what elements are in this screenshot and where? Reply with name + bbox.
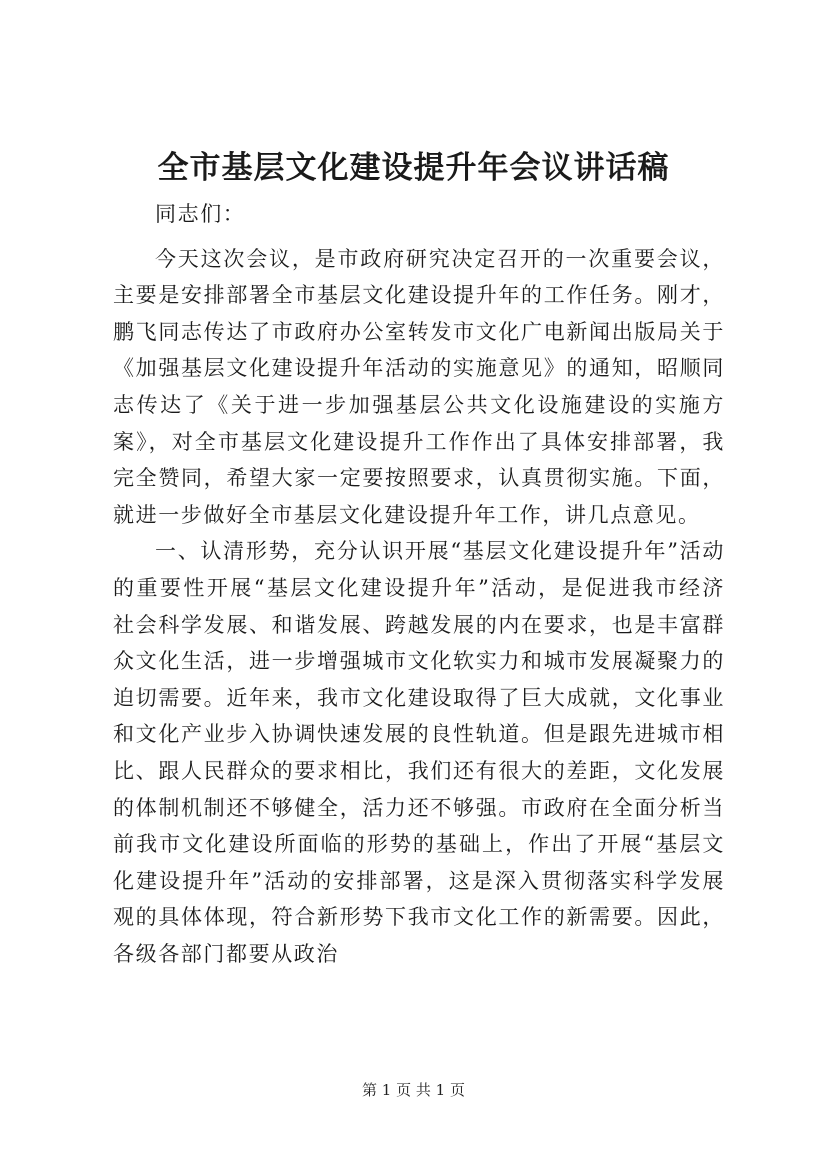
- salutation: 同志们：: [155, 202, 246, 226]
- document-body: [113, 196, 725, 972]
- paragraph-section-one: 一、认清形势，充分认识开展“基层文化建设提升年”活动的重要性开展“基层文化建设提升年”活动，是促进我市经济社会科学发展、和谐发展、跨越发展的内在要求，也是丰富群众文化生活，进一步增强城市文化软实力和城市发展凝聚力的迫切需要。近年来，我市文化建设取得了巨大成就，文化事业和文化产业步入协调快速发展的良性轨道。但是跟先进城市相比、跟人民群众的要求相比，我们还有很大的差距，文化发展的体制机制还不够健全，活力还不够强。市政府在全面分析当前我市文化建设所面临的形势的基础上，作出了开展“基层文化建设提升年”活动的安排部署，这是深入贯彻落实科学发展观的具体体现，符合新形势下我市文化工作的新需要。因此，各级各部门都要从政治: [113, 539, 725, 966]
- document-title: 全市基层文化建设提升年会议讲话稿: [157, 150, 670, 186]
- paragraph-intro: 今天这次会议，是市政府研究决定召开的一次重要会议，主要是安排部署全市基层文化建设提升年的工作任务。刚才，鹏飞同志传达了市政府办公室转发市文化广电新闻出版局关于《加强基层文化建设提升年活动的实施意见》的通知，昭顺同志传达了《关于进一步加强基层公共文化设施建设的实施方案》，对全市基层文化建设提升工作作出了具体安排部署，我完全赞同，希望大家一定要按照要求，认真贯彻实施。下面，就进一步做好全市基层文化建设提升年工作，讲几点意见。: [113, 246, 725, 527]
- page-footer: 第 1 页 共 1 页: [362, 1081, 465, 1099]
